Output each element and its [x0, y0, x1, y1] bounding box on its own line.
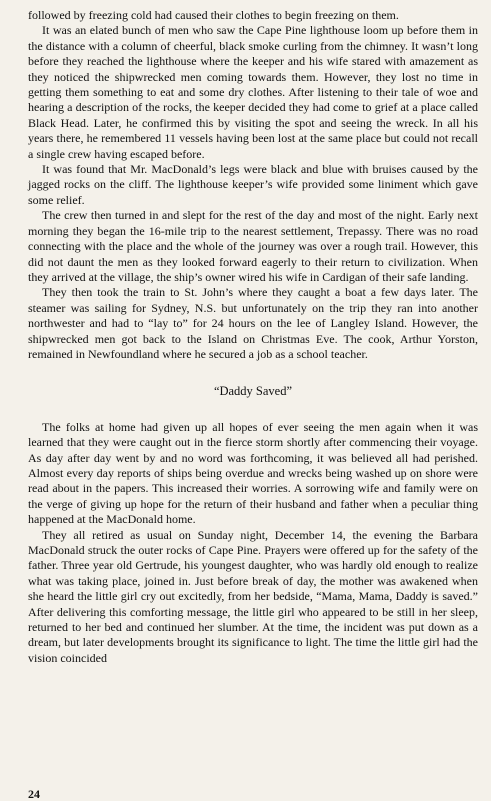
- paragraph-bruises: It was found that Mr. MacDonald’s legs were black and blue with bruises caused by the jagged rocks on the cliff. The lighthouse keeper’s wife provided some liniment which gave some relief.: [28, 162, 478, 207]
- paragraph-return-home: They then took the train to St. John’s where they caught a boat a few days later. The steamer was sailing for Sydney, N.S. but unfortunately on the trip they ran into another northwester and had to “lay to” for 24 hours on the lee of Langley Island. However, the shipwrecked men got back to the Island on Christmas Eve. The cook, Arthur Yorston, remained in Newfoundland where he secured a job as a school teacher.: [28, 285, 478, 361]
- paragraph-trip-to-trepassy: The crew then turned in and slept for the rest of the day and most of the night. Early next morning they began the 16-mile trip to the nearest settlement, Trepassy. There was no road connecting with the place and the whole of the journey was over a rough trail. However, this did not daunt the men as they looked forward eagerly to their return to civilization. When they arrived at the village, the ship’s owner wired his wife in Cardigan of their safe landing.: [28, 208, 478, 284]
- paragraph-lighthouse: It was an elated bunch of men who saw the Cape Pine lighthouse loom up before them in the distance with a column of cheerful, black smoke curling from the chimney. It wasn’t long before they reached the lighthouse where the keeper and his wife stared with amazement as they noticed the shipwrecked men coming towards them. However, they lost no time in getting them something to eat and some dry clothes. After listening to their tale of woe and hearing a description of the rocks, the keeper decided they had come to grief at a place called Black Head. Later, he confirmed this by visiting the spot and seeing the wreck. In all his years there, he remembered 11 vessels having been lost at the same place but could not recall a single crew having escaped before.: [28, 23, 478, 161]
- paragraph-folks-at-home: The folks at home had given up all hopes of ever seeing the men again when it was learned that they were caught out in the fierce storm shortly after commencing their voyage. As day after day went by and no word was forthcoming, it was believed all had perished. Almost every day reports of ships being overdue and wrecks being washed up on shore were read about in the papers. This increased their worries. A sorrowing wife and family were on the verge of giving up hope for the return of their husband and father when a peculiar thing happened at the MacDonald home.: [28, 419, 478, 527]
- paragraph-vision: They all retired as usual on Sunday night, December 14, the evening the Barbara MacDonald struck the outer rocks of Cape Pine. Prayers were offered up for the safety of the father. Three year old Gertrude, his youngest daughter, who was hardly old enough to realize what was taking place, joined in. Just before break of day, the mother was awakened when she heard the little girl cry out excitedly, from her bedside, “Mama, Mama, Daddy is saved.” After delivering this comforting message, the little girl who appeared to be still in her sleep, returned to her bed and continued her slumber. At the time, the incident was put down as a dream, but later developments brought its significance to light. The time the little girl had the vision coincided: [28, 527, 478, 665]
- page-number: 24: [28, 787, 40, 801]
- paragraph-continued: followed by freezing cold had caused their clothes to begin freezing on them.: [28, 8, 399, 22]
- document-page: [28, 8, 478, 666]
- section-heading: “Daddy Saved”: [213, 384, 293, 399]
